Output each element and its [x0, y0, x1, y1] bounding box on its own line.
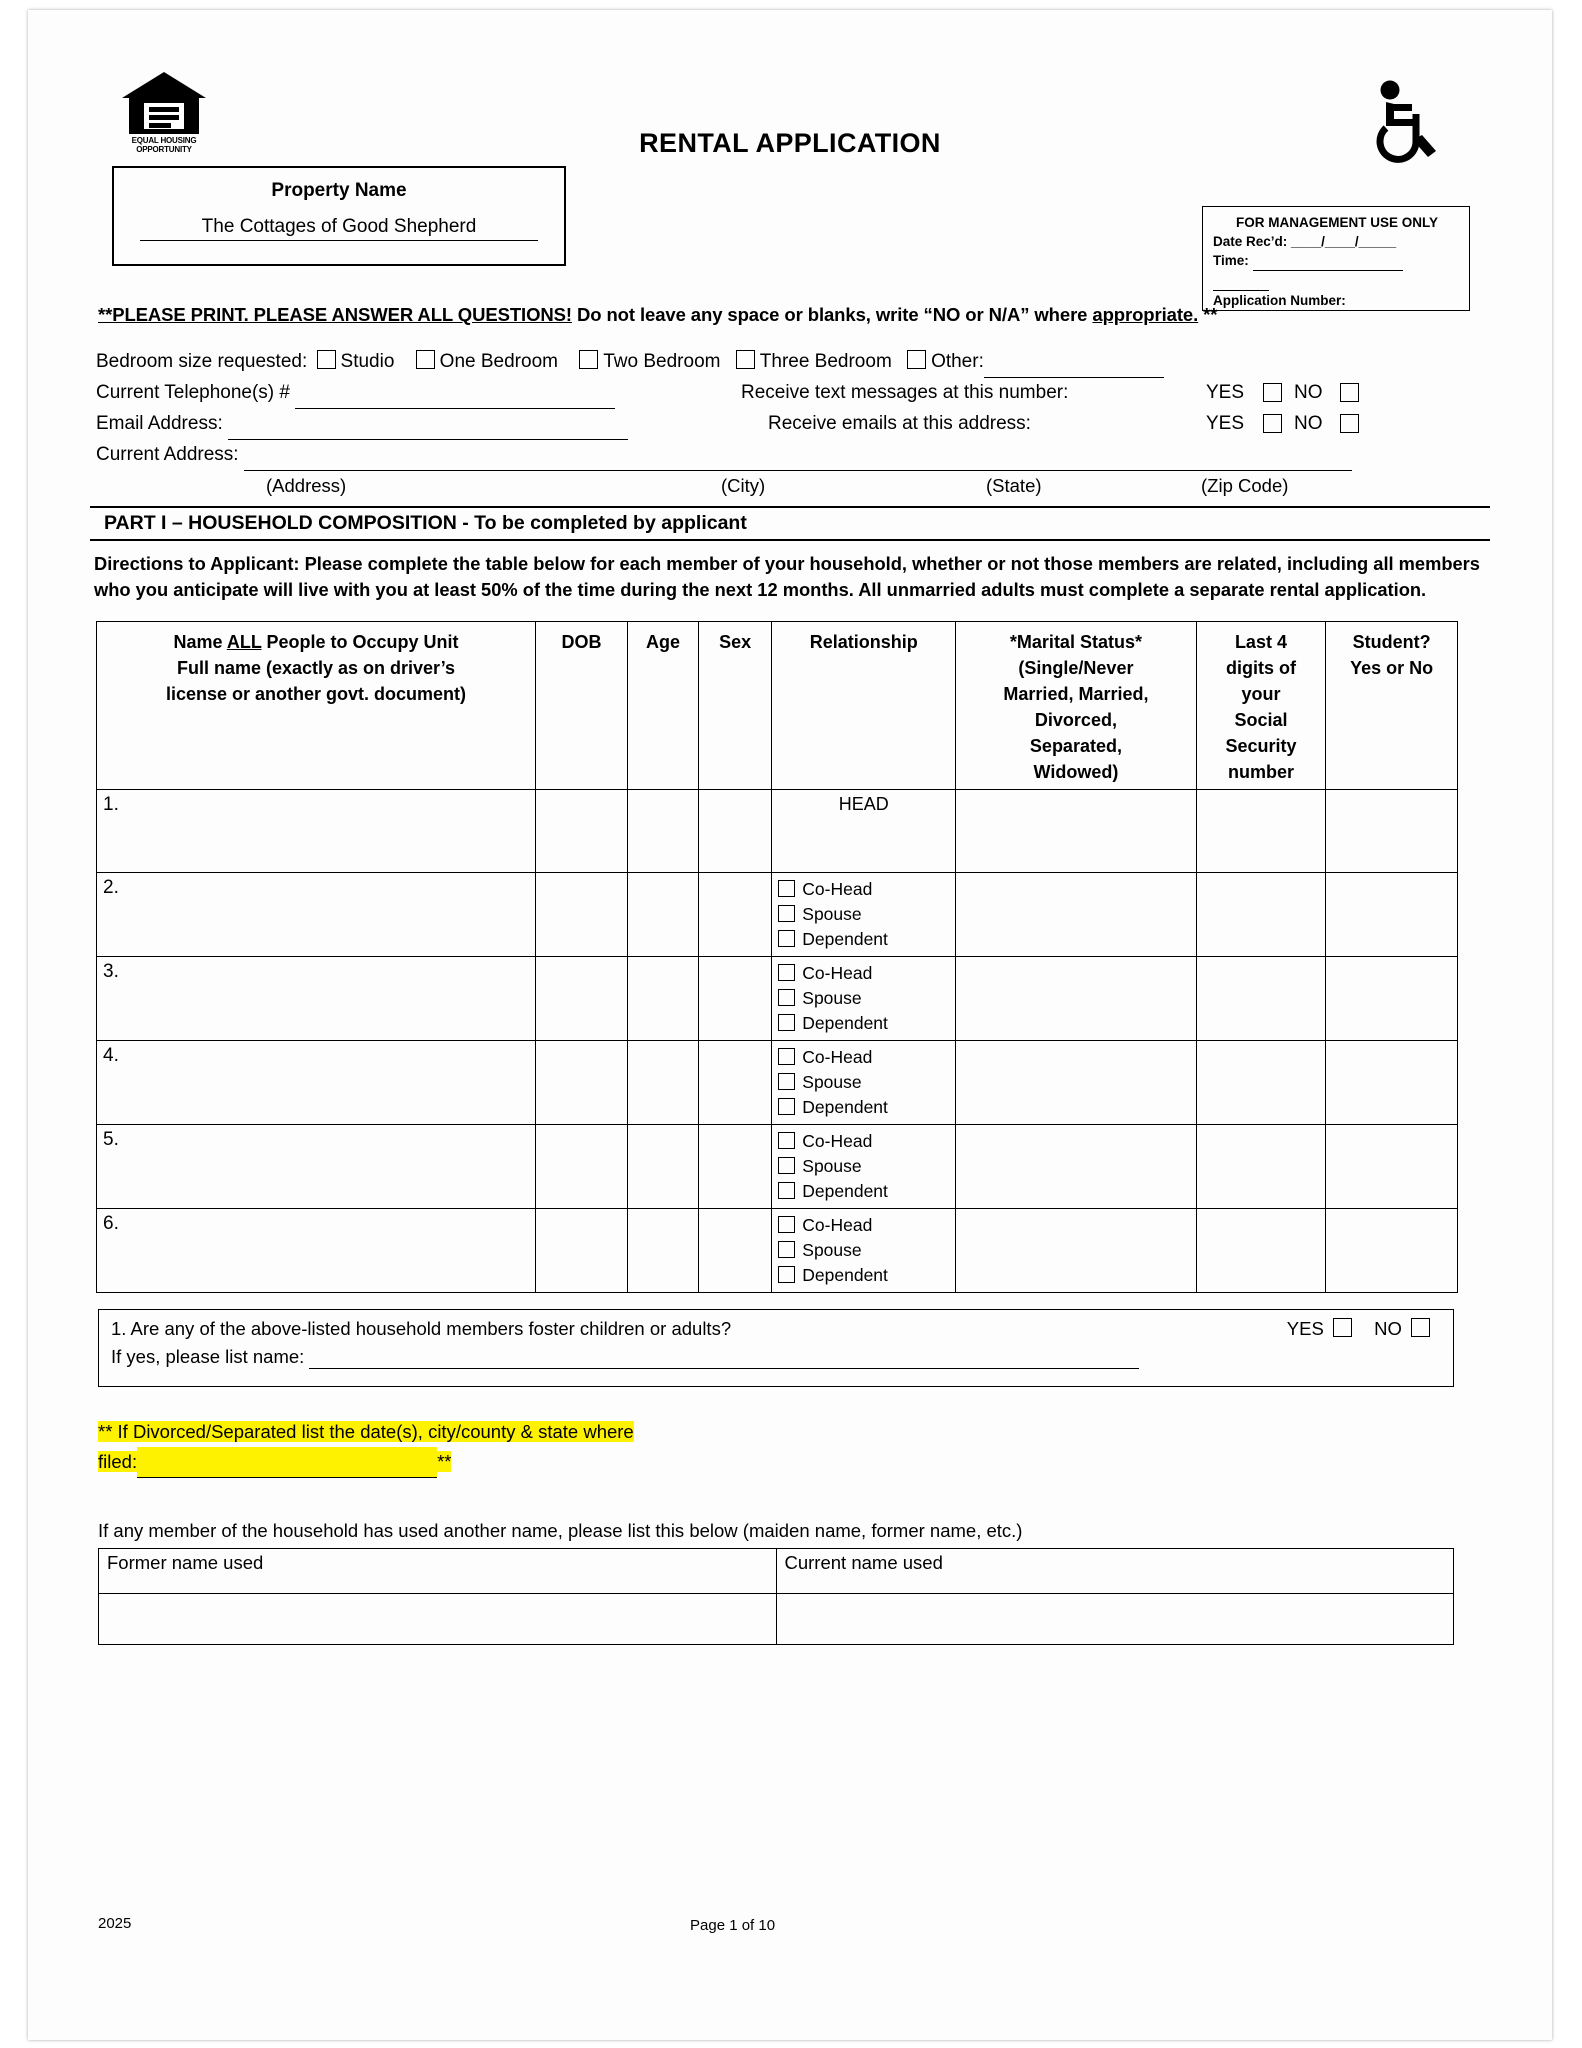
checkbox-foster-no[interactable] [1411, 1318, 1430, 1337]
cell-ssn[interactable] [1196, 1209, 1326, 1293]
caption-address: (Address) [266, 475, 347, 496]
row-number: 4. [97, 1041, 536, 1125]
checkbox-foster-yes[interactable] [1333, 1318, 1352, 1337]
checkbox-three-bedroom[interactable] [736, 350, 755, 369]
cell-relationship [772, 873, 956, 957]
eho-caption-line2: OPPORTUNITY [136, 145, 192, 154]
cell-dob[interactable] [536, 1125, 628, 1209]
notice-part3: appropriate. [1092, 304, 1199, 325]
cell-ssn[interactable] [1196, 790, 1326, 873]
checkbox-spouse[interactable] [778, 905, 795, 922]
cell-student[interactable] [1326, 957, 1458, 1041]
option-one-bedroom: One Bedroom [439, 351, 558, 372]
current-address-label: Current Address: [96, 444, 239, 465]
foster-name-field[interactable] [309, 1346, 1139, 1369]
label-co-head: Co-Head [802, 879, 873, 899]
bedroom-size-line [96, 346, 1490, 377]
checkbox-email-yes[interactable] [1263, 414, 1282, 433]
email-line [96, 408, 1490, 439]
checkbox-dependent[interactable] [778, 1014, 795, 1031]
label-dependent: Dependent [802, 1181, 888, 1201]
caption-city: (City) [721, 475, 766, 496]
cell-ssn[interactable] [1196, 957, 1326, 1041]
header-relationship: Relationship [772, 622, 956, 790]
cell-dob[interactable] [536, 1041, 628, 1125]
header-name-line3: license or another govt. document) [165, 684, 467, 704]
foster-if-yes-label: If yes, please list name: [111, 1346, 305, 1367]
option-two-bedroom: Two Bedroom [603, 351, 721, 372]
table-row [99, 1594, 1454, 1645]
text-yes-label: YES [1206, 382, 1245, 403]
cell-dob[interactable] [536, 1209, 628, 1293]
checkbox-dependent[interactable] [778, 1182, 795, 1199]
cell-age[interactable] [628, 873, 699, 957]
wheelchair-accessibility-icon [1356, 78, 1448, 164]
page-title: RENTAL APPLICATION [639, 128, 941, 158]
cell-marital[interactable] [956, 1041, 1196, 1125]
relationship-option-co-head[interactable] [778, 1213, 949, 1238]
relationship-option-co-head[interactable] [778, 961, 949, 986]
header-ssn-1: Last 4 [1234, 632, 1287, 652]
cell-current-name[interactable] [776, 1594, 1454, 1645]
cell-relationship-head: HEAD [772, 790, 956, 873]
table-row [97, 1041, 1458, 1125]
label-spouse: Spouse [802, 988, 862, 1008]
cell-student[interactable] [1326, 873, 1458, 957]
checkbox-email-no[interactable] [1340, 414, 1359, 433]
email-label: Email Address: [96, 413, 223, 434]
cell-ssn[interactable] [1196, 1041, 1326, 1125]
row-number: 1. [97, 790, 536, 873]
row-number: 3. [97, 957, 536, 1041]
household-composition-table [96, 621, 1458, 1293]
footer-page-number: Page 1 of 10 [690, 1917, 776, 1934]
table-row [97, 957, 1458, 1041]
label-dependent: Dependent [802, 929, 888, 949]
checkbox-co-head[interactable] [778, 880, 795, 897]
date-received-label: Date Rec’d: [1213, 234, 1288, 249]
cell-age[interactable] [628, 1041, 699, 1125]
cell-former-name[interactable] [99, 1594, 777, 1645]
checkbox-co-head[interactable] [778, 1132, 795, 1149]
label-spouse: Spouse [802, 1156, 862, 1176]
header-sex: Sex [699, 622, 772, 790]
cell-marital[interactable] [956, 790, 1196, 873]
header-name-a: Name [173, 632, 227, 652]
scanned-sheet [28, 10, 1552, 2040]
cell-age[interactable] [628, 1209, 699, 1293]
receive-emails-label: Receive emails at this address: [768, 413, 1031, 434]
date-received-value[interactable]: ____/____/_____ [1291, 234, 1397, 249]
management-use-box [1202, 206, 1470, 311]
row-number: 5. [97, 1125, 536, 1209]
cell-sex[interactable] [699, 957, 772, 1041]
notice-part2: Do not leave any space or blanks, write “NO or N/A” where [571, 304, 1093, 325]
option-studio: Studio [340, 351, 395, 372]
header-marital-6: Widowed) [1033, 762, 1119, 782]
label-spouse: Spouse [802, 1240, 862, 1260]
application-number-label: Application Number: [1213, 293, 1346, 308]
relationship-option-dependent[interactable] [778, 1179, 949, 1204]
divorce-note-filed-label: filed: [98, 1451, 138, 1472]
telephone-label: Current Telephone(s) # [96, 382, 290, 403]
divorce-note-line1: ** If Divorced/Separated list the date(s), city/county & state where [98, 1421, 634, 1442]
header-name-line2: Full name (exactly as on driver’s [176, 658, 456, 678]
header-name [97, 622, 536, 790]
header-ssn-6: number [1227, 762, 1294, 782]
caption-state: (State) [986, 475, 1042, 496]
cell-marital[interactable] [956, 1209, 1196, 1293]
header-name-c: People to Occupy Unit [261, 632, 459, 652]
cell-marital[interactable] [956, 1125, 1196, 1209]
cell-age[interactable] [628, 957, 699, 1041]
house-icon [122, 72, 206, 134]
checkbox-spouse[interactable] [778, 1241, 795, 1258]
label-co-head: Co-Head [802, 1131, 873, 1151]
table-row [97, 1125, 1458, 1209]
cell-ssn[interactable] [1196, 873, 1326, 957]
checkbox-two-bedroom[interactable] [579, 350, 598, 369]
relationship-option-co-head[interactable] [778, 877, 949, 902]
cell-sex[interactable] [699, 1041, 772, 1125]
relationship-option-co-head[interactable] [778, 1045, 949, 1070]
cell-age[interactable] [628, 790, 699, 873]
checkbox-spouse[interactable] [778, 1157, 795, 1174]
checkbox-one-bedroom[interactable] [416, 350, 435, 369]
header-ssn-5: Security [1225, 736, 1297, 756]
bedroom-size-label: Bedroom size requested: [96, 351, 308, 372]
label-co-head: Co-Head [802, 1215, 873, 1235]
cell-relationship [772, 1209, 956, 1293]
header-marital-status [956, 622, 1196, 790]
cell-relationship [772, 957, 956, 1041]
telephone-field[interactable] [295, 377, 615, 409]
header-student-2: Yes or No [1350, 658, 1434, 678]
label-dependent: Dependent [802, 1265, 888, 1285]
part1-bar: PART I – HOUSEHOLD COMPOSITION - To be completed by applicant [90, 506, 1490, 541]
cell-dob[interactable] [536, 873, 628, 957]
label-co-head: Co-Head [802, 1047, 873, 1067]
relationship-option-dependent[interactable] [778, 1095, 949, 1120]
address-captions [96, 470, 1490, 498]
email-field[interactable] [228, 408, 628, 440]
caption-zip: (Zip Code) [1201, 475, 1289, 496]
footer-year: 2025 [98, 1915, 132, 1932]
relationship-option-dependent[interactable] [778, 927, 949, 952]
relationship-option-dependent[interactable] [778, 1263, 949, 1288]
header-name-b: ALL [226, 632, 262, 652]
header-age: Age [628, 622, 699, 790]
header-ssn [1196, 622, 1326, 790]
time-ampm-field[interactable] [1213, 271, 1269, 291]
row-number: 2. [97, 873, 536, 957]
checkbox-dependent[interactable] [778, 1266, 795, 1283]
header-student [1326, 622, 1458, 790]
checkbox-co-head[interactable] [778, 1048, 795, 1065]
option-three-bedroom: Three Bedroom [759, 351, 892, 372]
cell-student[interactable] [1326, 1125, 1458, 1209]
label-co-head: Co-Head [802, 963, 873, 983]
header-marital-3: Married, Married, [1003, 684, 1149, 704]
checkbox-other[interactable] [907, 350, 926, 369]
header-ssn-2: digits of [1225, 658, 1296, 678]
relationship-option-dependent[interactable] [778, 1011, 949, 1036]
cell-ssn[interactable] [1196, 1125, 1326, 1209]
property-name-box [112, 166, 566, 266]
directions-text: Please complete the table below for each member of your household, whether or not those members are related, including all members who you anticipate will live with you at least 50% of the time during the next 12 months. All unmarried adults must complete a separate rental application. [94, 553, 1480, 600]
checkbox-co-head[interactable] [778, 1216, 795, 1233]
checkbox-spouse[interactable] [778, 989, 795, 1006]
notice-part1: **PLEASE PRINT. PLEASE ANSWER ALL QUESTIONS! [98, 304, 572, 325]
relationship-option-spouse[interactable] [778, 986, 949, 1011]
telephone-line [96, 377, 1490, 408]
header-marital-5: Separated, [1029, 736, 1122, 756]
checkbox-dependent[interactable] [778, 1098, 795, 1115]
cell-relationship [772, 1125, 956, 1209]
cell-age[interactable] [628, 1125, 699, 1209]
directions-label: Directions to Applicant: [94, 553, 300, 574]
header-ssn-4: Social [1234, 710, 1288, 730]
header-current-name: Current name used [776, 1549, 1454, 1594]
cell-sex[interactable] [699, 873, 772, 957]
cell-student[interactable] [1326, 790, 1458, 873]
cell-relationship [772, 1041, 956, 1125]
eho-caption-line1: EQUAL HOUSING [131, 136, 197, 145]
cell-marital[interactable] [956, 957, 1196, 1041]
text-messages-label: Receive text messages at this number: [741, 382, 1069, 403]
time-label: Time: [1213, 253, 1249, 268]
checkbox-co-head[interactable] [778, 964, 795, 981]
email-no-label: NO [1294, 413, 1323, 434]
foster-question-box [98, 1309, 1454, 1387]
header-marital-1: *Marital Status* [1009, 632, 1142, 652]
label-dependent: Dependent [802, 1013, 888, 1033]
application-number-field[interactable] [1350, 291, 1426, 311]
label-dependent: Dependent [802, 1097, 888, 1117]
table-row [97, 873, 1458, 957]
header-ssn-3: your [1241, 684, 1281, 704]
cell-student[interactable] [1326, 1209, 1458, 1293]
row-number: 6. [97, 1209, 536, 1293]
header-former-name: Former name used [99, 1549, 777, 1594]
time-field[interactable] [1253, 251, 1403, 271]
management-heading: FOR MANAGEMENT USE ONLY [1235, 215, 1438, 230]
cell-sex[interactable] [699, 1209, 772, 1293]
cell-student[interactable] [1326, 1041, 1458, 1125]
checkbox-text-yes[interactable] [1263, 383, 1282, 402]
relationship-option-co-head[interactable] [778, 1129, 949, 1154]
checkbox-text-no[interactable] [1340, 383, 1359, 402]
other-bedroom-field[interactable] [984, 346, 1164, 378]
table-row [97, 790, 1458, 873]
label-spouse: Spouse [802, 904, 862, 924]
option-other: Other: [931, 351, 984, 372]
relationship-option-spouse[interactable] [778, 1154, 949, 1179]
directions-block [94, 551, 1486, 603]
relationship-option-spouse[interactable] [778, 1070, 949, 1095]
divorce-filed-field[interactable] [137, 1447, 437, 1478]
cell-sex[interactable] [699, 1125, 772, 1209]
cell-sex[interactable] [699, 790, 772, 873]
page-content [90, 50, 1490, 1645]
other-names-intro: If any member of the household has used another name, please list this below (maiden name, former name, etc.) [98, 1520, 1023, 1541]
cell-marital[interactable] [956, 873, 1196, 957]
cell-dob[interactable] [536, 790, 628, 873]
property-name-label: Property Name [271, 180, 407, 201]
text-no-label: NO [1294, 382, 1323, 403]
foster-question-text: 1. Are any of the above-listed household members foster children or adults? [111, 1318, 732, 1339]
notice-part4: ** [1198, 304, 1218, 325]
foster-no-label: NO [1374, 1318, 1402, 1339]
foster-yes-no [1287, 1318, 1435, 1340]
checkbox-dependent[interactable] [778, 930, 795, 947]
current-address-line [96, 439, 1490, 470]
header-dob: DOB [536, 622, 628, 790]
property-name-value[interactable]: The Cottages of Good Shepherd [140, 216, 538, 241]
header-marital-2: (Single/Never [1018, 658, 1134, 678]
label-spouse: Spouse [802, 1072, 862, 1092]
header-student-1: Student? [1352, 632, 1431, 652]
table-row [97, 1209, 1458, 1293]
divorce-note [98, 1417, 1490, 1478]
divorce-note-suffix: ** [437, 1451, 452, 1472]
checkbox-studio[interactable] [317, 350, 336, 369]
relationship-option-spouse[interactable] [778, 902, 949, 927]
checkbox-spouse[interactable] [778, 1073, 795, 1090]
email-yes-label: YES [1206, 413, 1245, 434]
relationship-option-spouse[interactable] [778, 1238, 949, 1263]
table-header-row [99, 1549, 1454, 1594]
other-names-table [98, 1548, 1454, 1645]
property-management-row [90, 166, 1490, 308]
table-header-row [97, 622, 1458, 790]
foster-yes-label: YES [1286, 1318, 1324, 1339]
top-fields [96, 346, 1490, 498]
cell-dob[interactable] [536, 957, 628, 1041]
header-marital-4: Divorced, [1034, 710, 1117, 730]
document-header [90, 50, 1490, 160]
current-address-field[interactable] [244, 439, 1352, 471]
